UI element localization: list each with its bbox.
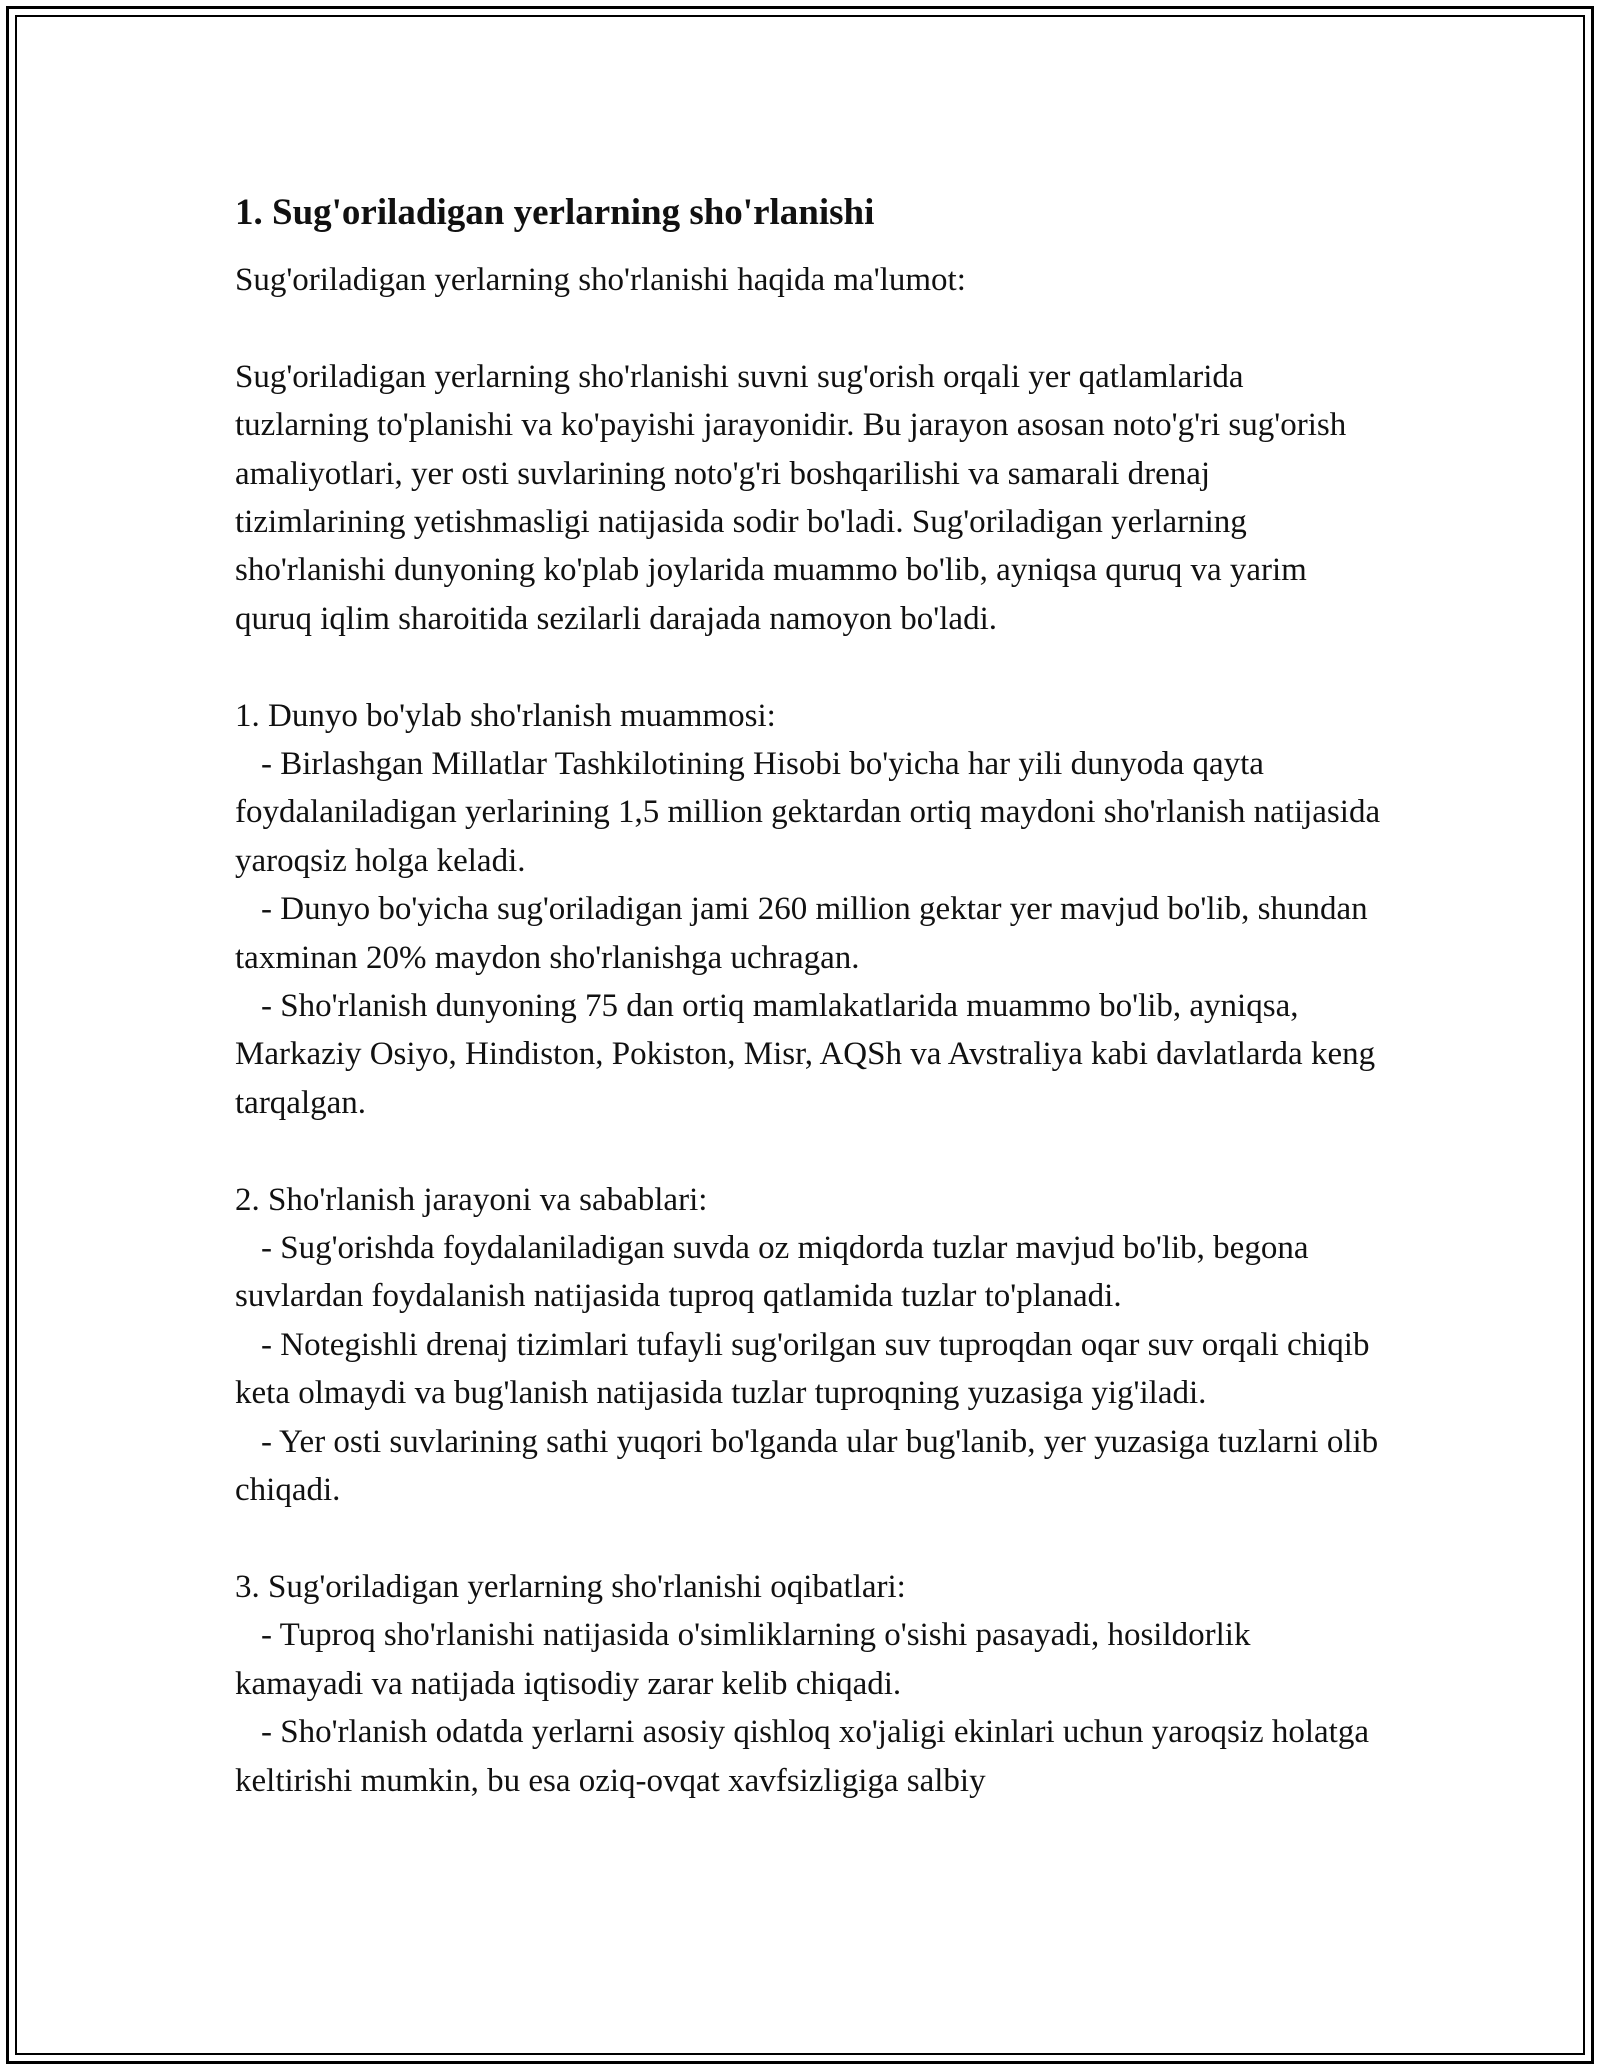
bullet-item: - Tuproq sho'rlanishi natijasida o'simliklarning o'sishi pasayadi, hosildorlik kamayadi va natijada iqtisodiy zarar kelib chiqadi. bbox=[235, 1617, 1251, 1702]
section-heading: 3. Sug'oriladigan yerlarning sho'rlanishi oqibatlari: bbox=[235, 1568, 906, 1605]
document-body bbox=[235, 190, 1385, 1853]
intro-line: Sug'oriladigan yerlarning sho'rlanishi haqida ma'lumot: bbox=[235, 262, 966, 298]
intro-paragraph: Sug'oriladigan yerlarning sho'rlanishi suvni sug'orish orqali yer qatlamlarida tuzlarning to'planishi va ko'payishi jarayonidir. Bu jarayon asosan noto'g'ri sug'orish amaliyotlari, yer osti suvlarining noto'g'ri boshqarilishi va samarali drenaj tizimlarining yetishmasligi natijasida sodir bo'ladi. Sug'oriladigan yerlarning sho'rlanishi dunyoning ko'plab joylarida muammo bo'lib, ayniqsa quruq va yarim quruq iqlim sharoitida sezilarli darajada namoyon bo'ladi. bbox=[235, 358, 1347, 637]
bullet-item: - Dunyo bo'yicha sug'oriladigan jami 260 million gektar yer mavjud bo'lib, shundan taxminan 20% maydon sho'rlanishga uchragan. bbox=[235, 891, 1368, 976]
bullet-item: - Sug'orishda foydalaniladigan suvda oz miqdorda tuzlar mavjud bo'lib, begona suvlardan foydalanish natijasida tuproq qatlamida tuzlar to'planadi. bbox=[235, 1230, 1309, 1315]
bullet-item: - Yer osti suvlarining sathi yuqori bo'lganda ular bug'lanib, yer yuzasiga tuzlarni olib chiqadi. bbox=[235, 1423, 1379, 1509]
bullet-item: - Sho'rlanish odatda yerlarni asosiy qishloq xo'jaligi ekinlari uchun yaroqsiz holatga keltirishi mumkin, bu esa oziq-ovqat xavfsizligiga salbiy bbox=[235, 1714, 1369, 1799]
document-title: 1. Sug'oriladigan yerlarning sho'rlanishi bbox=[235, 192, 875, 233]
section-heading: 1. Dunyo bo'ylab sho'rlanish muammosi: bbox=[235, 697, 776, 734]
section-world-problem bbox=[235, 692, 1385, 1128]
bullet-item: - Birlashgan Millatlar Tashkilotining Hisobi bo'yicha har yili dunyoda qayta foydalaniladigan yerlarining 1,5 million gektardan ortiq maydoni sho'rlanish natijasida yaroqsiz holga keladi. bbox=[235, 746, 1381, 879]
section-process-causes bbox=[235, 1176, 1385, 1515]
bullet-item: - Notegishli drenaj tizimlari tufayli sug'orilgan suv tuproqdan oqar suv orqali chiqib keta olmaydi va bug'lanish natijasida tuzlar tuproqning yuzasiga yig'iladi. bbox=[235, 1326, 1370, 1412]
section-heading: 2. Sho'rlanish jarayoni va sabablari: bbox=[235, 1181, 708, 1218]
bullet-item: - Sho'rlanish dunyoning 75 dan ortiq mamlakatlarida muammo bo'lib, ayniqsa, Markaziy Osiyo, Hindiston, Pokiston, Misr, AQSh va Avstraliya kabi davlatlarda keng tarqalgan. bbox=[235, 988, 1376, 1121]
section-consequences bbox=[235, 1563, 1385, 1805]
